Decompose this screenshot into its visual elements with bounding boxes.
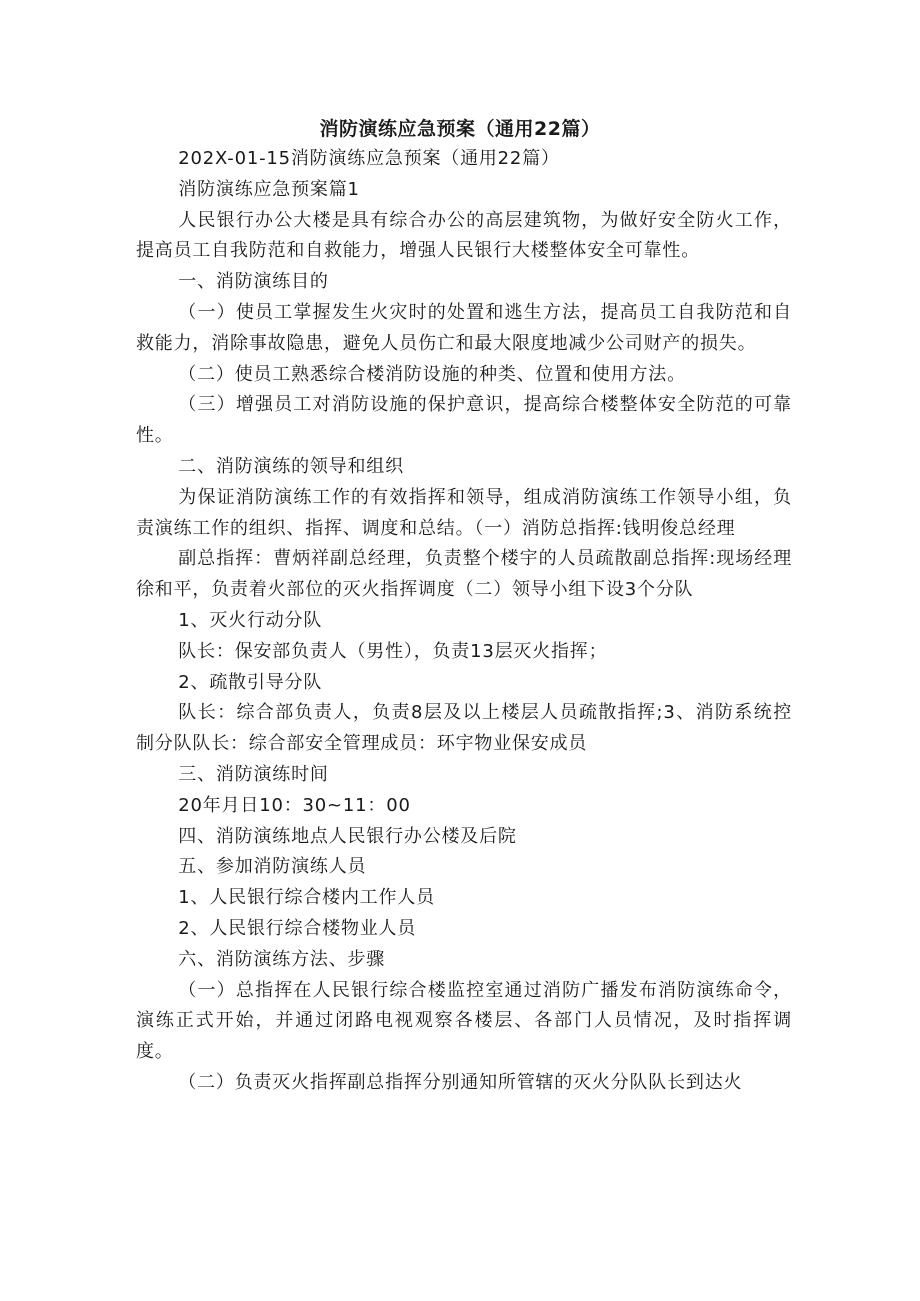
paragraph-date-heading: 202X-01-15消防演练应急预案（通用22篇） [178, 148, 560, 169]
paragraph-purpose-2: （二）使员工熟悉综合楼消防设施的种类、位置和使用方法。 [178, 363, 686, 385]
paragraph-team-2: 2、疏散引导分队 [178, 671, 323, 693]
paragraph-time: 20年月日10：30~11：00 [178, 794, 411, 816]
heading-purpose: 一、消防演练目的 [178, 271, 329, 293]
paragraph-deputy: 副总指挥：曹炳祥副总经理，负责整个楼宇的人员疏散副总指挥:现场经理徐和平，负责着火部位的灭火指挥调度（二）领导小组下设3个分队 [136, 548, 792, 601]
paragraph-team-1: 1、灭火行动分队 [178, 609, 323, 631]
paragraph-participants-1: 1、人民银行综合楼内工作人员 [178, 887, 435, 909]
paragraph-purpose-3: （三）增强员工对消防设施的保护意识，提高综合楼整体安全防范的可靠性。 [136, 394, 792, 447]
heading-leadership: 二、消防演练的领导和组织 [178, 455, 404, 477]
paragraph-leadership: 为保证消防演练工作的有效指挥和领导，组成消防演练工作领导小组，负责演练工作的组织、指挥、调度和总结。（一）消防总指挥:钱明俊总经理 [136, 486, 792, 539]
paragraph-participants-2: 2、人民银行综合楼物业人员 [178, 917, 417, 939]
document-title: 消防演练应急预案（通用22篇） [319, 118, 601, 140]
paragraph-method-1: （一）总指挥在人民银行综合楼监控室通过消防广播发布消防演练命令，演练正式开始，并通过闭路电视观察各楼层、各部门人员情况，及时指挥调度。 [136, 979, 792, 1063]
paragraph-method-2: （二）负责灭火指挥副总指挥分别通知所管辖的灭火分队队长到达火 [178, 1071, 743, 1093]
paragraph-purpose-1: （一）使员工掌握发生火灾时的处置和逃生方法，提高员工自我防范和自救能力，消除事故隐患，避免人员伤亡和最大限度地减少公司财产的损失。 [136, 301, 792, 354]
paragraph-team-1-leader: 队长：保安部负责人（男性），负责13层灭火指挥； [178, 640, 608, 662]
paragraph-section-title: 消防演练应急预案篇1 [178, 178, 360, 200]
paragraph-intro: 人民银行办公大楼是具有综合办公的高层建筑物，为做好安全防火工作，提高员工自我防范和自救能力，增强人民银行大楼整体安全可靠性。 [136, 209, 792, 262]
heading-time: 三、消防演练时间 [178, 763, 329, 785]
paragraph-team-2-leader: 队长：综合部负责人，负责8层及以上楼层人员疏散指挥;3、消防系统控制分队队长：综合部安全管理成员：环宇物业保安成员 [136, 702, 792, 755]
heading-participants: 五、参加消防演练人员 [178, 856, 367, 878]
heading-methods: 六、消防演练方法、步骤 [178, 948, 386, 970]
heading-location: 四、消防演练地点人民银行办公楼及后院 [178, 825, 517, 847]
document-body [136, 144, 792, 1099]
